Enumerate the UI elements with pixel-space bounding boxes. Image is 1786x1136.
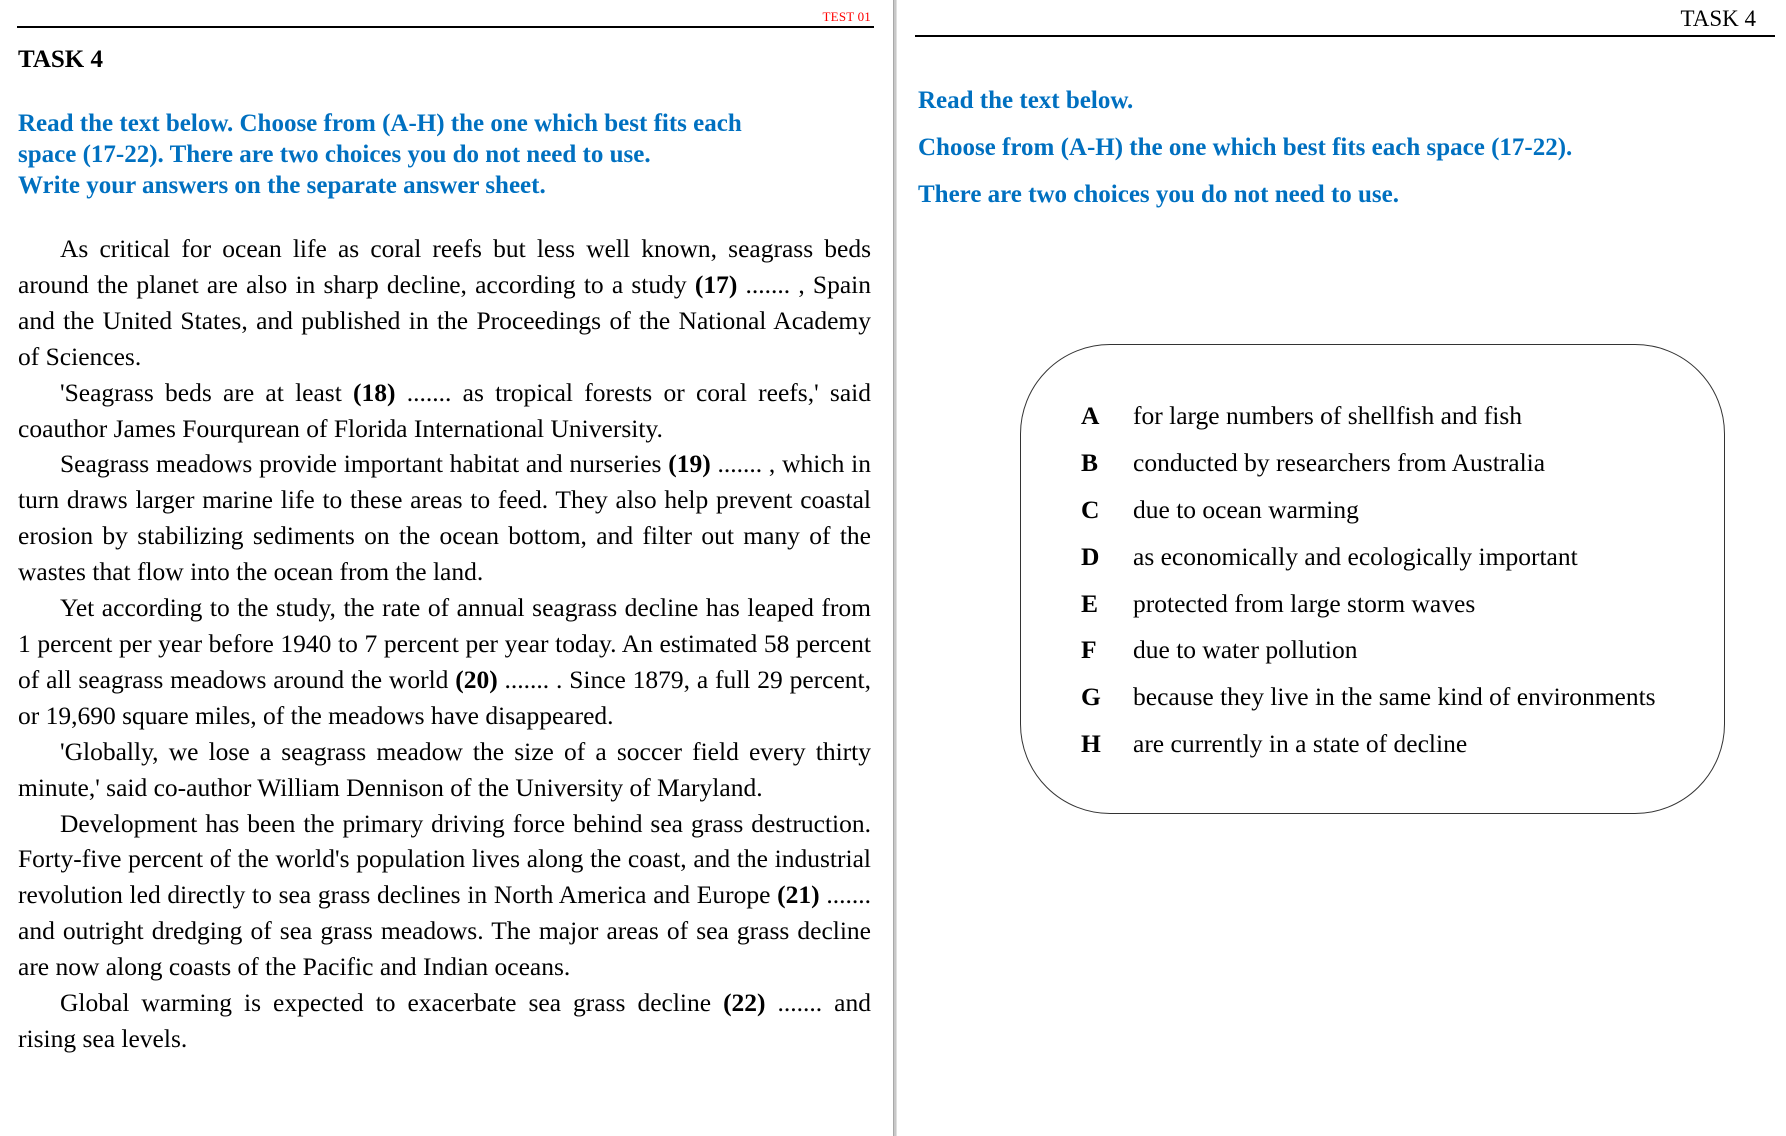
- gap-number: (17): [694, 269, 738, 299]
- paragraph-text: ....... as tropical forests or coral reefs,' said coauthor James Fourqurean of Florida International University.: [18, 377, 871, 443]
- option-c: [1081, 487, 1656, 534]
- gap-number: (20): [455, 664, 498, 694]
- paragraph-text: Development has been the primary driving force behind sea grass destruction. Forty-five percent of the world's population lives along the coast, and the industrial revolution led directly to sea grass declines in North America and Europe: [18, 808, 871, 910]
- instructions: [918, 83, 1572, 224]
- option-letter: B: [1081, 448, 1099, 478]
- option-letter: E: [1081, 588, 1099, 618]
- paragraph-text: ....... , which in turn draws larger marine life to these areas to feed. They also help prevent coastal erosion by stabilizing sediments on the ocean bottom, and filter out many of the wastes that flow into the ocean from the land.: [18, 449, 871, 587]
- option-letter: F: [1081, 635, 1097, 665]
- option-a: [1081, 393, 1656, 440]
- gap-number: (21): [777, 880, 820, 910]
- instruction-line: Write your answers on the separate answer sheet.: [18, 172, 546, 199]
- gap-number: (18): [353, 377, 396, 407]
- paragraph-text: As critical for ocean life as coral reefs but less well known, seagrass beds around the planet are also in sharp decline, according to a study: [18, 234, 871, 299]
- test-label: TEST 01: [822, 9, 871, 24]
- paragraph-text: Global warming is expected to exacerbate sea grass decline: [60, 988, 724, 1018]
- gap-number: (22): [723, 988, 766, 1018]
- option-text: as economically and ecologically important: [1133, 541, 1578, 571]
- instruction-line: space (17-22). There are two choices you do not need to use.: [18, 141, 651, 168]
- option-d: [1081, 533, 1656, 580]
- paragraph-text: ....... and outright dredging of sea grass meadows. The major areas of sea grass decline are now along coasts of the Pacific and Indian oceans.: [18, 880, 871, 982]
- option-letter: D: [1081, 541, 1100, 571]
- option-text: due to ocean warming: [1133, 494, 1359, 524]
- instructions: [18, 108, 878, 201]
- task-heading: TASK 4: [18, 46, 103, 73]
- option-text: are currently in a state of decline: [1133, 728, 1468, 758]
- reading-passage: [18, 231, 871, 1057]
- option-text: conducted by researchers from Australia: [1133, 448, 1546, 478]
- passage-paragraph: [18, 985, 871, 1057]
- passage-paragraph: [18, 375, 871, 447]
- right-page: [897, 0, 1786, 1136]
- option-letter: A: [1081, 401, 1100, 431]
- instruction-line: There are two choices you do not need to use.: [918, 181, 1399, 208]
- header-rule: [915, 35, 1775, 37]
- option-letter: H: [1081, 728, 1101, 758]
- option-letter: G: [1081, 682, 1101, 712]
- passage-paragraph: [18, 446, 871, 590]
- paragraph-text: ....... and rising sea levels.: [18, 988, 871, 1053]
- option-text: for large numbers of shellfish and fish: [1133, 401, 1523, 431]
- paragraph-text: ....... , Spain and the United States, and published in the Proceedings of the National Academy of Sciences.: [18, 269, 872, 371]
- option-letter: C: [1081, 494, 1100, 524]
- options-box: [1020, 344, 1725, 814]
- passage-paragraph: [18, 590, 871, 734]
- instruction-line: Read the text below. Choose from (A-H) the one which best fits each: [18, 110, 742, 137]
- paragraph-text: ....... . Since 1879, a full 29 percent, or 19,690 square miles, of the meadows have disappeared.: [18, 664, 871, 730]
- option-b: [1081, 440, 1656, 487]
- option-text: due to water pollution: [1133, 635, 1358, 665]
- paragraph-text: 'Globally, we lose a seagrass meadow the size of a soccer field every thirty minute,' said co-author William Dennison of the University of Maryland.: [18, 736, 871, 802]
- gap-number: (19): [668, 449, 711, 479]
- option-f: [1081, 627, 1656, 674]
- paragraph-text: Seagrass meadows provide important habitat and nurseries: [60, 449, 669, 479]
- option-h: [1081, 721, 1656, 768]
- passage-paragraph: [18, 231, 871, 375]
- option-text: protected from large storm waves: [1133, 588, 1476, 618]
- options-list: [1081, 393, 1656, 767]
- option-g: [1081, 674, 1656, 721]
- passage-paragraph: [18, 806, 871, 986]
- paragraph-text: 'Seagrass beds are at least: [60, 377, 354, 407]
- instruction-line: Choose from (A-H) the one which best fits each space (17-22).: [918, 134, 1573, 161]
- paragraph-text: Yet according to the study, the rate of annual seagrass decline has leaped from 1 percent per year before 1940 to 7 percent per year today. An estimated 58 percent of all seagrass meadows around the world: [18, 593, 871, 694]
- option-text: because they live in the same kind of environments: [1133, 682, 1656, 712]
- passage-paragraph: [18, 734, 871, 806]
- task-label: TASK 4: [1680, 6, 1756, 31]
- header-rule: [17, 26, 874, 28]
- option-e: [1081, 580, 1656, 627]
- instruction-line: Read the text below.: [918, 87, 1134, 114]
